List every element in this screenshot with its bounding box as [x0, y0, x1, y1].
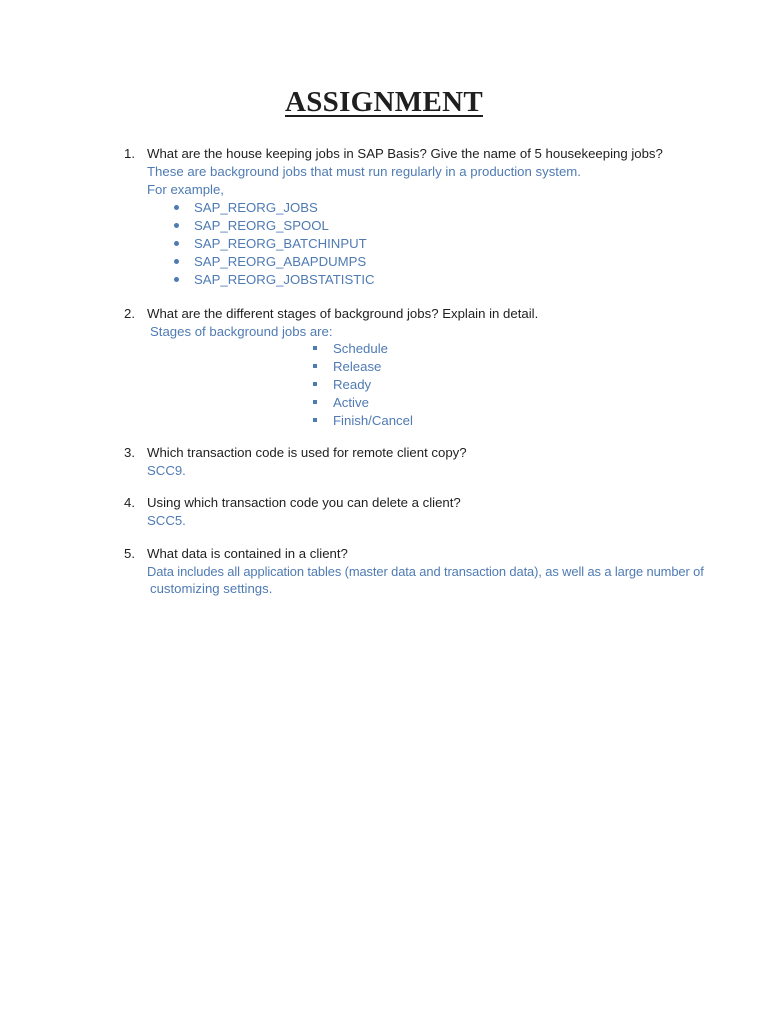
answer-2-line-1: Stages of background jobs are: [150, 324, 333, 339]
job-stages-list [333, 340, 413, 430]
question-1 [124, 145, 663, 163]
question-text: What are the house keeping jobs in SAP Basis? Give the name of 5 housekeeping jobs? [147, 146, 663, 161]
housekeeping-jobs-list [194, 199, 375, 289]
answer-1-line-1: These are background jobs that must run regularly in a production system. [147, 164, 581, 179]
question-number: 2. [124, 306, 135, 321]
answer-4-line-1: SCC5. [147, 513, 186, 528]
list-item: Release [333, 359, 382, 374]
question-text: Which transaction code is used for remote client copy? [147, 445, 467, 460]
question-text: Using which transaction code you can delete a client? [147, 495, 461, 510]
list-item: SAP_REORG_JOBSTATISTIC [194, 272, 375, 287]
question-3 [124, 444, 467, 462]
list-item: SAP_REORG_SPOOL [194, 218, 329, 233]
question-number: 4. [124, 495, 135, 510]
list-item: Ready [333, 377, 372, 392]
document-title: ASSIGNMENT [285, 86, 483, 118]
list-item: SAP_REORG_ABAPDUMPS [194, 254, 367, 269]
question-4 [124, 494, 461, 512]
list-item: Schedule [333, 341, 388, 356]
list-item: SAP_REORG_BATCHINPUT [194, 236, 367, 251]
question-2 [124, 305, 538, 323]
question-text: What are the different stages of background jobs? Explain in detail. [147, 306, 539, 321]
answer-5-line-1: Data includes all application tables (master data and transaction data), as well as a large number of [147, 564, 704, 579]
answer-1-line-2: For example, [147, 182, 224, 197]
answer-3-line-1: SCC9. [147, 463, 186, 478]
list-item: SAP_REORG_JOBS [194, 200, 318, 215]
list-item: Finish/Cancel [333, 413, 413, 428]
question-5 [124, 545, 348, 563]
question-number: 5. [124, 546, 135, 561]
answer-5-line-2: customizing settings. [150, 581, 273, 596]
question-number: 1. [124, 146, 135, 161]
question-number: 3. [124, 445, 135, 460]
list-item: Active [333, 395, 369, 410]
question-text: What data is contained in a client? [147, 546, 348, 561]
